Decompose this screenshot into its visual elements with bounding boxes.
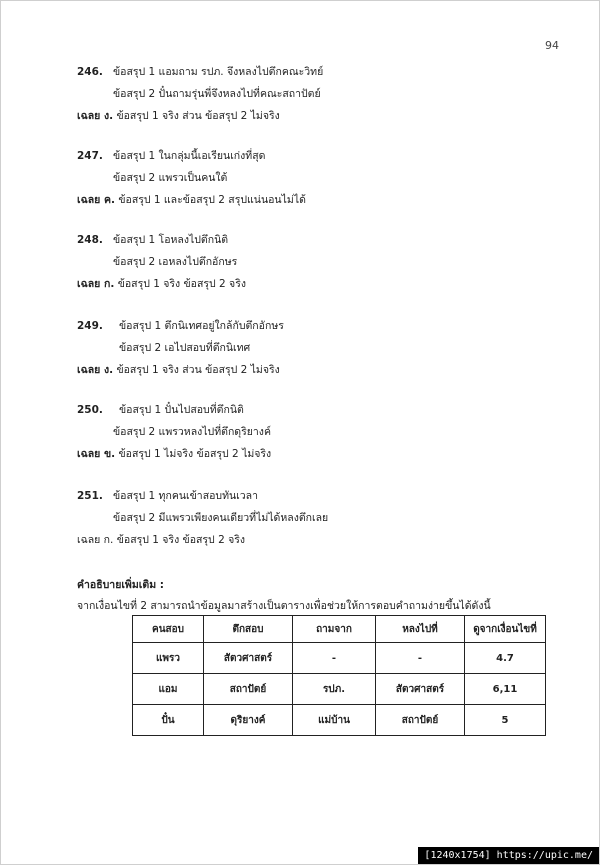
note-text: จากเงื่อนไขที่ 2 สามารถนำข้อมูลมาสร้างเป็นตารางเพื่อช่วยให้การตอบคำถามง่ายขึ้นได้ดังนี้	[77, 600, 491, 612]
question-246	[77, 61, 547, 127]
table-cell: สัตวศาสตร์	[204, 643, 293, 674]
question-number: 247.	[77, 150, 103, 162]
table-header: คนสอบ	[133, 616, 204, 643]
answer-text: ข้อสรุป 1 ไม่จริง ข้อสรุป 2 ไม่จริง	[118, 448, 272, 460]
table-header: หลงไปที่	[376, 616, 465, 643]
table-cell: แม่บ้าน	[293, 705, 376, 736]
conclusion-1: ข้อสรุป 1 ในกลุ่มนี้เอเรียนเก่งที่สุด	[113, 150, 266, 162]
question-number: 248.	[77, 234, 103, 246]
answer-label: เฉลย ง.	[77, 110, 114, 122]
question-251	[77, 485, 547, 551]
question-number: 250.	[77, 404, 103, 416]
table-cell: รปภ.	[293, 674, 376, 705]
table-cell: 6,11	[465, 674, 546, 705]
conclusion-2: ข้อสรุป 2 มีแพรวเพียงคนเดียวที่ไม่ได้หลงตึกเลย	[113, 512, 329, 524]
answer-text: ข้อสรุป 1 จริง ข้อสรุป 2 จริง	[117, 278, 246, 290]
table-cell: -	[376, 643, 465, 674]
answer-text: ข้อสรุป 1 และข้อสรุป 2 สรุปแน่นอนไม่ได้	[118, 194, 306, 206]
answer-text: ข้อสรุป 1 จริง ข้อสรุป 2 จริง	[116, 534, 246, 546]
answer-text: ข้อสรุป 1 จริง ส่วน ข้อสรุป 2 ไม่จริง	[116, 364, 280, 376]
table-header: ตึกสอบ	[204, 616, 293, 643]
conclusion-1: ข้อสรุป 1 ทุกคนเข้าสอบทันเวลา	[113, 490, 258, 502]
question-248	[77, 229, 547, 295]
conclusion-1: ข้อสรุป 1 ปั๋นไปสอบที่ตึกนิติ	[119, 404, 244, 416]
table-cell: ปั๋น	[133, 705, 204, 736]
answer-label: เฉลย ก.	[77, 534, 114, 546]
conclusion-1: ข้อสรุป 1 ตึกนิเทศอยู่ใกล้กับตึกอักษร	[119, 320, 284, 332]
conclusion-2: ข้อสรุป 2 แพรวหลงไปที่ตึกดุริยางค์	[113, 426, 271, 438]
conclusion-1: ข้อสรุป 1 แอมถาม รปภ. จึงหลงไปตึกคณะวิทย์	[113, 66, 324, 78]
question-number: 251.	[77, 490, 103, 502]
answer	[77, 529, 547, 551]
table-cell: 4.7	[465, 643, 546, 674]
table-header: ถามจาก	[293, 616, 376, 643]
table-header: ดูจากเงื่อนไขที่	[465, 616, 546, 643]
conclusion-1: ข้อสรุป 1 โอหลงไปตึกนิติ	[113, 234, 229, 246]
table-row	[133, 674, 546, 705]
table-row	[133, 705, 546, 736]
table-cell: แพรว	[133, 643, 204, 674]
table-cell: สถาปัตย์	[204, 674, 293, 705]
question-249	[77, 315, 547, 381]
conclusion-2: ข้อสรุป 2 เอไปสอบที่ตึกนิเทศ	[119, 342, 251, 354]
table-row	[133, 643, 546, 674]
page-number: 94	[545, 39, 559, 52]
conclusion-2: ข้อสรุป 2 แพรวเป็นคนใต้	[113, 172, 228, 184]
summary-table	[132, 615, 546, 736]
conclusion-2: ข้อสรุป 2 เอหลงไปตึกอักษร	[113, 256, 238, 268]
table-cell: ดุริยางค์	[204, 705, 293, 736]
table-cell: 5	[465, 705, 546, 736]
note-title: คำอธิบายเพิ่มเติม :	[77, 579, 164, 591]
question-250	[77, 399, 547, 465]
table-header-row	[133, 616, 546, 643]
table-cell: สัตวศาสตร์	[376, 674, 465, 705]
answer-label: เฉลย ง.	[77, 364, 114, 376]
question-247	[77, 145, 547, 211]
conclusion-2: ข้อสรุป 2 ปั๋นถามรุ่นพี่จึงหลงไปที่คณะสถาปัตย์	[113, 88, 321, 100]
answer-label: เฉลย ก.	[77, 278, 115, 290]
table-cell: แอม	[133, 674, 204, 705]
table-cell: สถาปัตย์	[376, 705, 465, 736]
answer-label: เฉลย ข.	[77, 448, 116, 460]
table-cell: -	[293, 643, 376, 674]
answer-text: ข้อสรุป 1 จริง ส่วน ข้อสรุป 2 ไม่จริง	[116, 110, 280, 122]
answer-label: เฉลย ค.	[77, 194, 115, 206]
question-number: 246.	[77, 66, 103, 78]
image-host-footer: [1240x1754] https://upic.me/	[418, 847, 599, 864]
question-number: 249.	[77, 320, 103, 332]
